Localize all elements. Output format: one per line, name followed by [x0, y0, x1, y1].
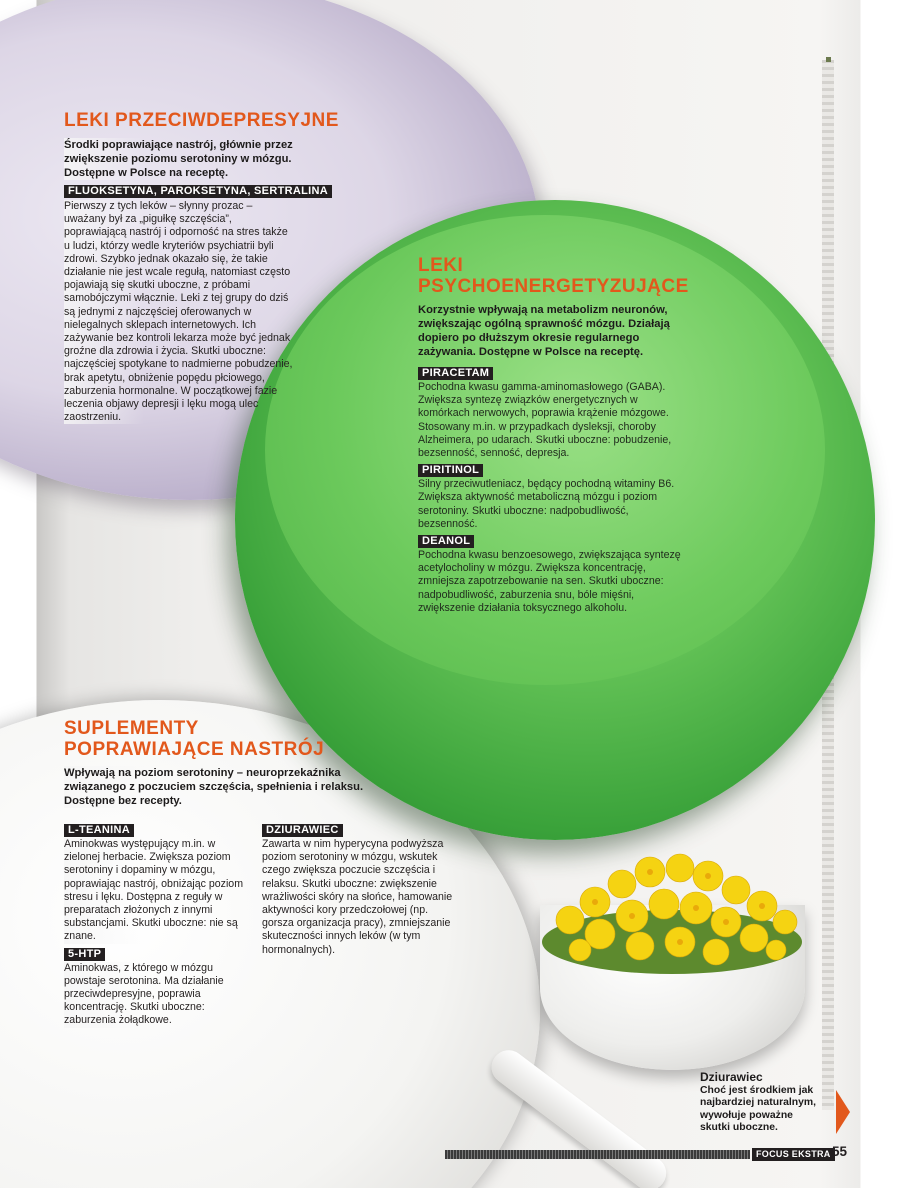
flowers-image [540, 842, 805, 977]
supplement-tag: DZIURAWIEC [262, 824, 343, 837]
drug-description: Pochodna kwasu benzoesowego, zwiększająca syntezę acetylocholiny w mózgu. Zwiększa koncentrację, zmniejsza zapotrzebowanie na sen. Skutki uboczne: nadpobudliwość, zaburzenia snu, bóle mięśni, zwiększenie działania toksycznego alkoholu. [418, 549, 681, 614]
supplement-description: Aminokwas występujący m.in. w zielonej herbacie. Zwiększa poziom serotoniny i dopaminy w mózgu, poprawiając nastrój, obniżając poziom stresu i lęku. Dostępna z reguły w preparatach złożonych z innymi substancjami. Skutki uboczne: nie są znane. [64, 838, 250, 944]
page-corner-mark [826, 57, 831, 62]
drug-tag: PIRITINOL [418, 464, 483, 477]
section-title-line2: PSYCHOENERGETYZUJĄCE [418, 276, 689, 297]
drug-tag: DEANOL [418, 535, 474, 548]
drug-description: Pierwszy z tych leków – słynny prozac – uważany był za „pigułkę szczęścia”, poprawiającą nastrój i odporność na stres także u ludzi, którzy wedle kryteriów psychiatrii byli zdrowi. Szybko jednak okazało się, że takie działanie nie jest wcale regułą, natomiast często pojawiają się skutki uboczne, z próbami samobójczymi włącznie. Leki z tej grupy do dziś są jednymi z najczęściej oferowanych w nielegalnych sklepach internetowych. Ich zażywanie bez kontroli lekarza może być jednak groźne dla zdrowia i życia. Skutki uboczne: najczęściej spotykane to nadmierne pobudzenie, brak apetytu, obniżenie popędu płciowego, zaburzenia hormonalne. W początkowej fazie leczenia objawy depresji i lęku mogą ulec zaostrzeniu. [64, 200, 296, 424]
supplements-column-left [64, 820, 250, 1028]
drug-item [418, 531, 684, 615]
supplements-section [64, 718, 394, 808]
section-title-line2: POPRAWIAJĄCE NASTRÓJ [64, 739, 325, 760]
supplement-item [64, 944, 250, 1028]
caption-text: Choć jest środkiem jak najbardziej naturalnym, wywołuje poważne skutki uboczne. [700, 1084, 817, 1134]
supplement-item [64, 820, 250, 944]
drug-description: Pochodna kwasu gamma-aminomasłowego (GABA). Zwiększa syntezę związków energetycznych w komórkach nerwowych, poprawia krążenie mózgowe. Stosowany m.in. w przypadkach dysleksji, choroby Alzheimera, po udarach. Skutki uboczne: pobudzenie, bezsenność, senność, depresja. [418, 381, 672, 460]
drug-tag: PIRACETAM [418, 367, 493, 380]
drug-item [418, 460, 684, 531]
drug-tag: FLUOKSETYNA, PAROKSETYNA, SERTRALINA [64, 185, 332, 198]
supplement-description: Zawarta w nim hyperycyna podwyższa poziom serotoniny w mózgu, wskutek czego zwiększa poczucie szczęścia i relaksu. Skutki uboczne: zwiększenie wrażliwości skóry na słońce, hamowanie aktywności kory przedczołowej (np. gorsza organizacja pracy), zmniejszanie skuteczności innych leków (w tym hormonalnych). [262, 838, 453, 956]
supplement-tag: L-TEANINA [64, 824, 134, 837]
supplement-item [262, 820, 454, 957]
page-arrow-icon [836, 1090, 850, 1134]
section-lead: Wpływają na poziom serotoniny – neuroprzekaźnika związanego z poczuciem szczęścia, spełnienia i relaksu. Dostępne bez recepty. [64, 766, 382, 808]
page-number: 55 [832, 1144, 848, 1159]
supplement-description: Aminokwas, z którego w mózgu powstaje serotonina. Ma działanie przeciwdepresyjne, poprawia koncentrację. Skutki uboczne: zaburzenia żołądkowe. [64, 962, 250, 1028]
section-title-line1: LEKI [418, 255, 464, 276]
section-lead: Środki poprawiające nastrój, głównie przez zwiększenie poziomu serotoniny w mózgu. Dostępne w Polsce na receptę. [64, 138, 334, 180]
drug-description: Silny przeciwutleniacz, będący pochodną witaminy B6. Zwiększa aktywność metaboliczną mózgu i poziom serotoniny. Skutki uboczne: nadpobudliwość, bezsenność. [418, 478, 675, 530]
photo-caption [700, 1071, 825, 1135]
section-title-line1: SUPLEMENTY [64, 718, 199, 739]
caption-title: Dziurawiec [700, 1070, 763, 1084]
footer-rule [445, 1150, 750, 1159]
antidepressants-section [64, 110, 354, 424]
psychoenergizers-section [418, 255, 689, 615]
supplements-column-right [262, 820, 454, 957]
section-lead: Korzystnie wpływają na metabolizm neuronów, zwiększając ogólną sprawność mózgu. Działają dopiero po dłuższym okresie regularnego zażywania. Dostępne w Polsce na receptę. [418, 304, 670, 358]
footer-brand: FOCUS EKSTRA [752, 1148, 835, 1161]
supplement-tag: 5-HTP [64, 948, 105, 961]
drug-item [418, 363, 684, 460]
section-title: LEKI PRZECIWDEPRESYJNE [64, 110, 339, 131]
